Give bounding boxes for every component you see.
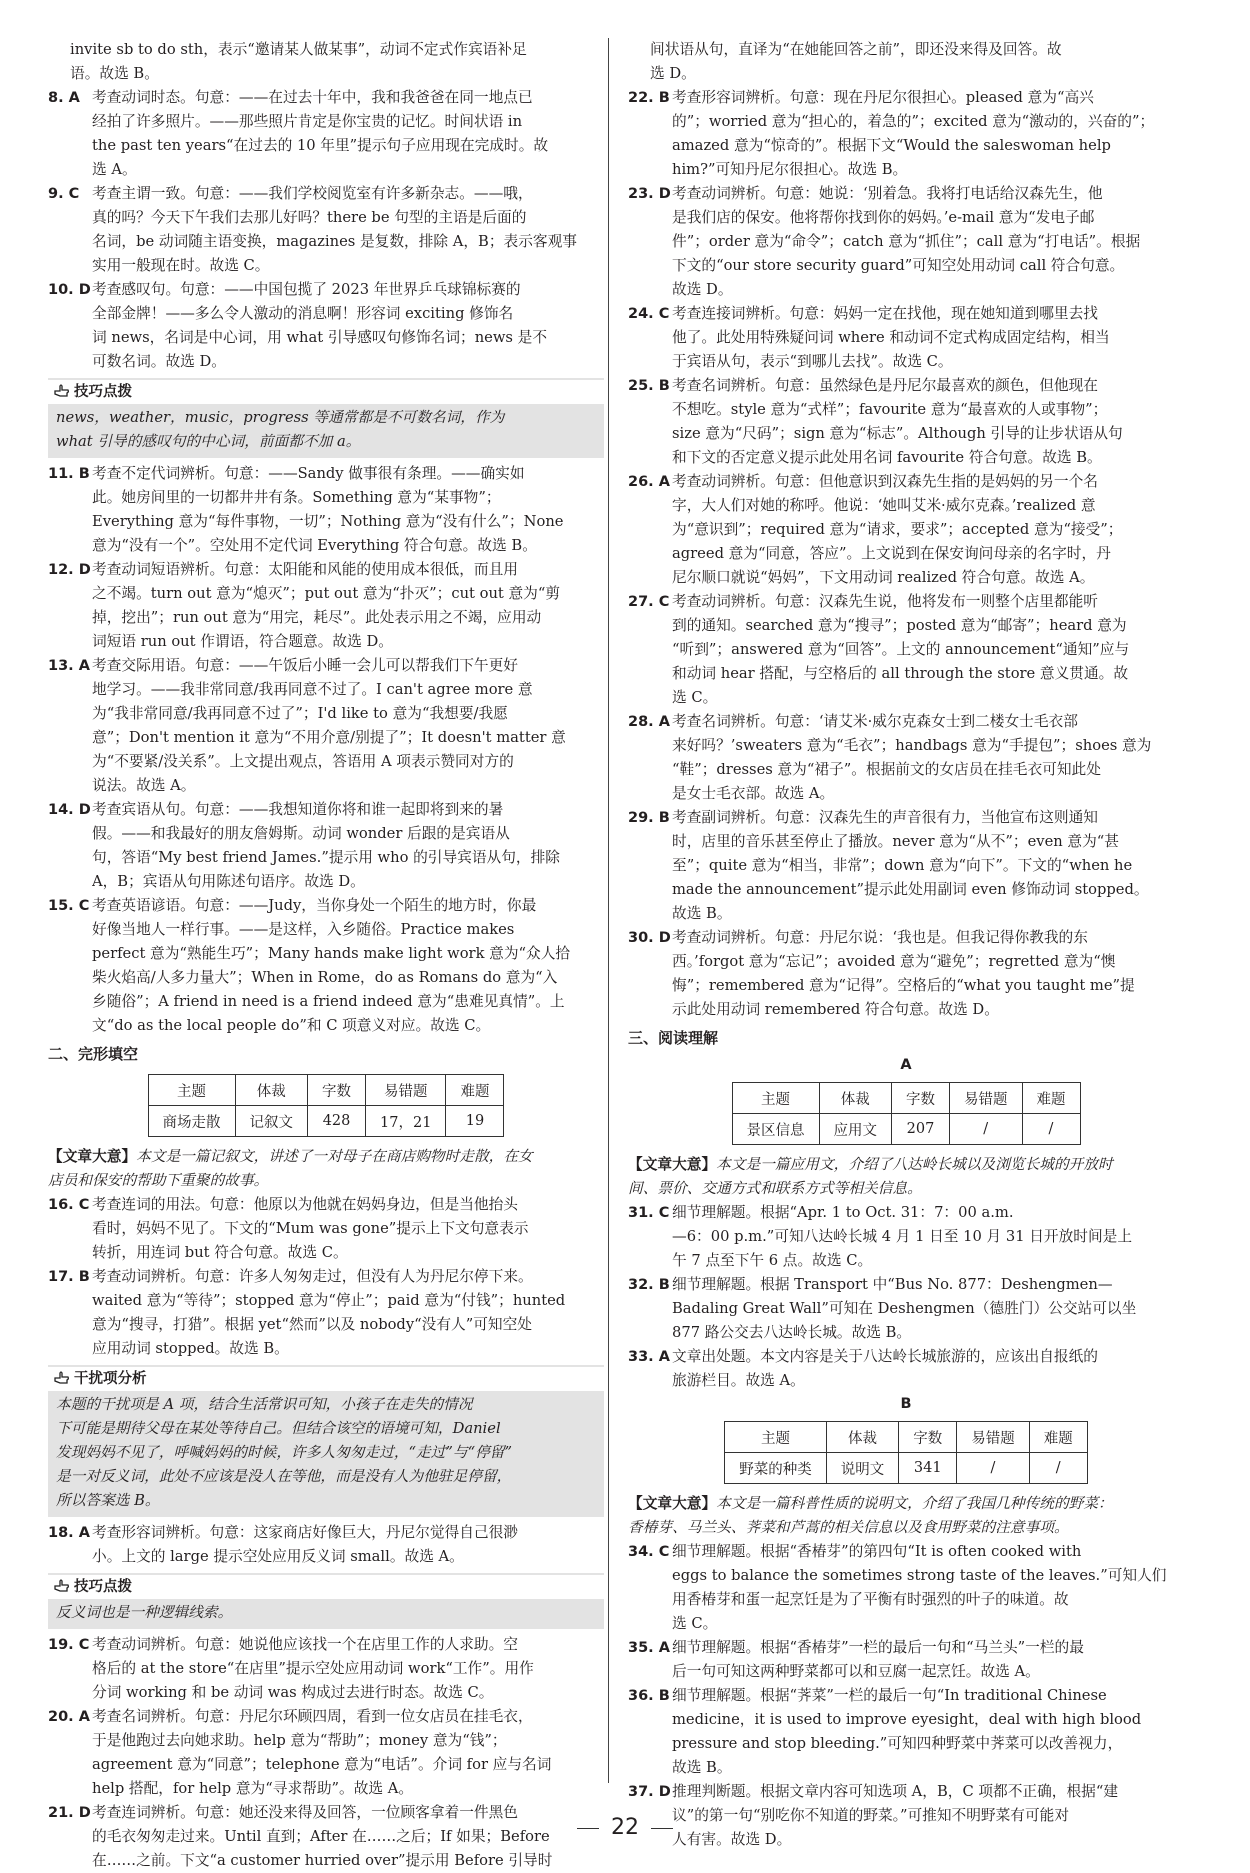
text-line: 考查动词辨析。句意：但他意识到汉森先生指的是妈妈的另一个名 [672,473,1098,490]
answer-item [48,38,604,86]
summary-text: 香椿芽、马兰头、荠菜和芦蒿的相关信息以及食用野菜的注意事项。 [628,1519,1069,1536]
tip-title: 技巧点拨 [74,384,132,400]
text-line: 选 C。 [672,1615,718,1632]
text-line: size 意为“尺码”；sign 意为“标志”。Although 引导的让步状语从句 [672,425,1123,442]
text-line: 考查动词辨析。句意：她说：‘别着急。我将打电话给汉森先生，他 [672,185,1103,202]
question-number: 21. D [48,1805,91,1821]
question-number: 30. D [628,930,671,946]
text-line: Everything 意为“每件事物，一切”；Nothing 意为“没有什么”；None [92,513,564,530]
text-line: 意为“搜寻，打猎”。根据 yet“然而”以及 nobody“没有人”可知空处 [92,1316,532,1333]
text-line: 用香椿芽和蛋一起烹饪是为了平衡有时强烈的叶子的味道。故 [672,1591,1069,1608]
text-line: 和动词 hear 搭配，与空格后的 all through the store 意义贯通。故 [672,665,1129,682]
passage-label: A [900,1057,912,1073]
answer-item [628,182,1184,302]
answer-item [48,1521,604,1569]
text-line: 词短语 run out 作谓语，符合题意。故选 D。 [92,633,393,650]
answer-item [628,590,1184,710]
text-line: 文“do as the local people do”和 C 项意义对应。故选 C。 [92,1017,491,1034]
text-line: waited 意为“等待”；stopped 意为“停止”；paid 意为“付钱”；hunted [92,1292,566,1309]
table-header-cell: 难题 [446,1075,504,1106]
text-line: 西。’forgot 意为“忘记”；avoided 意为“避免”；regretted 意为“懊 [672,953,1116,970]
text-line: 选 A。 [92,161,137,178]
question-number: 18. A [48,1525,90,1541]
text-line: 意”；Don't mention it 意为“不用介意/别提了”；It doesn't matter 意 [92,729,566,746]
pointing-hand-icon [54,1371,70,1385]
table-cell: 记叙文 [235,1106,308,1137]
text-line: 悔”；remembered 意为“记得”。空格后的“what you taught me”提 [672,977,1135,994]
question-number: 9. C [48,186,80,202]
pointing-hand-icon [54,1579,70,1593]
text-line: 细节理解题。根据“荠菜”一栏的最后一句“In traditional Chinese [672,1687,1107,1704]
question-number: 16. C [48,1197,90,1213]
summary-text: 本文是一篇应用文，介绍了八达岭长城以及浏览长城的开放时 [716,1156,1113,1173]
text-line: 午 7 点至下午 6 点。故选 C。 [672,1252,873,1269]
table-cell: 207 [892,1114,950,1145]
summary-line [628,1516,1184,1540]
text-line: 件”；order 意为“命令”；catch 意为“抓住”；call 意为“打电话”。根据 [672,233,1141,250]
text-line: 为“我非常同意/我再同意不过了”；I'd like to 意为“我想要/我愿 [92,705,508,722]
summary-label: 【文章大意】 [628,1495,717,1512]
text-line: 后一句可知这两种野菜都可以和豆腐一起烹饪。故选 A。 [672,1663,1040,1680]
text-line: 877 路公交去八达岭长城。故选 B。 [672,1324,912,1341]
text-line: 为“不要紧/没关系”。上文提出观点，答语用 A 项表示赞同对方的 [92,753,514,770]
table-header-cell: 易错题 [366,1075,446,1106]
question-number: 35. A [628,1640,670,1656]
table-header-cell: 体裁 [826,1422,899,1453]
question-number: 19. C [48,1637,90,1653]
text-line: 转折，用连词 but 符合句意。故选 C。 [92,1244,348,1261]
question-number: 10. D [48,282,91,298]
text-line: 名词，be 动词随主语变换，magazines 是复数，排除 A，B；表示客观事 [92,233,577,250]
answer-item [48,654,604,798]
tip-body [56,1393,596,1513]
summary-line [628,1492,1184,1516]
text-line: 格后的 at the store“在店里”提示空处应用动词 work“工作”。用作 [92,1660,534,1677]
tip-title: 干扰项分析 [74,1371,147,1387]
answer-item [628,926,1184,1022]
passage-info-table [724,1421,1088,1484]
question-number: 31. C [628,1205,670,1221]
question-number: 14. D [48,802,91,818]
question-number: 29. B [628,810,670,826]
text-line: 句，答语“My best friend James.”提示用 who 的引导宾语从句，排除 [92,849,560,866]
text-line: 考查英语谚语。句意：——Judy，当你身处一个陌生的地方时，你最 [92,897,537,914]
text-line: 意为“没有一个”。空处用不定代词 Everything 符合句意。故选 B。 [92,537,537,554]
table-header-cell: 字数 [308,1075,366,1106]
question-number: 24. C [628,306,670,322]
answer-item [628,1636,1184,1684]
table-cell: / [950,1114,1023,1145]
table-header-cell: 难题 [1029,1422,1087,1453]
table-header-cell: 体裁 [819,1083,892,1114]
table-header-cell: 易错题 [957,1422,1030,1453]
answer-item [628,1273,1184,1345]
answer-item [48,1705,604,1801]
text-line: “鞋”；dresses 意为“裙子”。根据前文的女店员在挂毛衣可知此处 [672,761,1101,778]
question-number: 32. B [628,1277,670,1293]
text-line: pressure and stop bleeding.”可知四种野菜中荠菜可以改善视力， [672,1735,1123,1752]
article-summary [628,1492,1184,1540]
answer-item [628,1684,1184,1780]
passage-info-table [148,1074,505,1137]
text-line: 分词 working 和 be 动词 was 构成过去进行时态。故选 C。 [92,1684,494,1701]
text-line: 考查连接词辨析。句意：妈妈一定在找他，现在她知道到哪里去找 [672,305,1098,322]
question-number: 22. B [628,90,670,106]
text-line: 地学习。——我非常同意/我再同意不过了。I can't agree more 意 [92,681,533,698]
passage-info-table [732,1082,1081,1145]
tip-body [56,406,596,454]
text-line: 考查连词辨析。句意：她还没来得及回答，一位顾客拿着一件黑色 [92,1804,518,1821]
question-number: 20. A [48,1709,90,1725]
summary-line [628,1177,1184,1201]
text-line: 的”；worried 意为“担心的，着急的”；excited 意为“激动的，兴奋的”； [672,113,1155,130]
tip-line: what 引导的感叹句的中心词，前面都不加 a。 [56,433,361,450]
text-line: 在……之前。下文“a customer hurried over”提示用 Before 引导时 [92,1852,553,1869]
text-line: A，B；宾语从句用陈述句语序。故选 D。 [92,873,365,890]
text-line: 的毛衣匆匆走过来。Until 直到；After 在……之后；If 如果；Before [92,1828,550,1845]
text-line: —6：00 p.m.”可知八达岭长城 4 月 1 日至 10 月 31 日开放时间是上 [672,1228,1133,1245]
table-header-cell: 主题 [148,1075,235,1106]
table-cell: 428 [308,1106,366,1137]
text-line: 他了。此处用特殊疑问词 where 和动词不定式构成固定结构，相当 [672,329,1110,346]
summary-text: 本文是一篇记叙文，讲述了一对母子在商店购物时走散，在女 [136,1148,533,1165]
question-number: 13. A [48,658,90,674]
text-line: 选 C。 [672,689,718,706]
text-line: 人有害。故选 D。 [672,1831,792,1848]
page-number-text: 22 [611,1815,639,1840]
text-line: 细节理解题。根据 Transport 中“Bus No. 877：Deshengmen— [672,1276,1113,1293]
text-line: 到的通知。searched 意为“搜寻”；posted 意为“邮寄”；heard 意为 [672,617,1127,634]
text-line: 间状语从句，直译为“在她能回答之前”，即还没来得及回答。故 [650,41,1062,58]
summary-text: 间、票价、交通方式和联系方式等相关信息。 [628,1180,922,1197]
question-number: 25. B [628,378,670,394]
text-line: 尼尔顺口就说“妈妈”，下文用动词 realized 符合句意。故选 A。 [672,569,1095,586]
text-line: 考查动词辨析。句意：许多人匆匆走过，但没有人为丹尼尔停下来。 [92,1268,533,1285]
tip-heading [48,380,604,404]
text-line: 小。上文的 large 提示空处应用反义词 small。故选 A。 [92,1548,464,1565]
question-number: 33. A [628,1349,670,1365]
text-line: 考查不定代词辨析。句意：——Sandy 做事很有条理。——确实如 [92,465,525,482]
text-line: 选 D。 [650,65,696,82]
question-number: 26. A [628,474,670,490]
summary-text: 本文是一篇科普性质的说明文，介绍了我国几种传统的野菜： [716,1495,1113,1512]
text-line: 故选 B。 [672,905,732,922]
question-number: 23. D [628,186,671,202]
text-line: 真的吗？今天下午我们去那儿好吗？there be 句型的主语是后面的 [92,209,527,226]
text-line: 考查形容词辨析。句意：现在丹尼尔很担心。pleased 意为“高兴 [672,89,1094,106]
answer-item [628,38,1184,86]
answer-item [48,558,604,654]
text-line: 考查动词短语辨析。句意：太阳能和风能的使用成本很低，而且用 [92,561,518,578]
tip-line: 发现妈妈不见了，呼喊妈妈的时候，许多人匆匆走过，“走过”与“停留” [56,1444,512,1461]
section-heading: 三、阅读理解 [628,1029,719,1047]
text-line: the past ten years“在过去的 10 年里”提示句子应用现在完成时。故 [92,137,549,154]
text-line: perfect 意为“熟能生巧”；Many hands make light work 意为“众人拾 [92,945,571,962]
tip-line: 下可能是期待父母在某处等待自己。但结合该空的语境可知，Daniel [56,1420,501,1437]
question-number: 27. C [628,594,670,610]
question-number: 11. B [48,466,90,482]
tip-title: 技巧点拨 [74,1579,132,1595]
tip-line: 本题的干扰项是 A 项，结合生活常识可知，小孩子在走失的情况 [56,1396,473,1413]
summary-line [48,1169,604,1193]
text-line: 考查名词辨析。句意：虽然绿色是丹尼尔最喜欢的颜色，但他现在 [672,377,1098,394]
tip-box [48,378,604,458]
text-line: 可数名词。故选 D。 [92,353,226,370]
summary-line [628,1153,1184,1177]
summary-label: 【文章大意】 [48,1148,137,1165]
answer-item [48,182,604,278]
table-header-cell: 难题 [1022,1083,1080,1114]
tip-box [48,1365,604,1517]
tip-body [56,1601,596,1625]
table-cell: 说明文 [826,1453,899,1484]
table-header-cell: 字数 [899,1422,957,1453]
text-line: help 搭配，for help 意为“寻求帮助”。故选 A。 [92,1780,414,1797]
page-number [0,1815,1250,1840]
section-heading: 二、完形填空 [48,1045,139,1063]
question-number: 8. A [48,90,80,106]
text-line: 推理判断题。根据文章内容可知选项 A，B，C 项都不正确，根据“建 [672,1783,1119,1800]
text-line: 于是他跑过去向她求助。help 意为“帮助”；money 意为“钱”； [92,1732,507,1749]
text-line: 考查名词辨析。句意：‘请艾米·威尔克森女士到二楼女士毛衣部 [672,713,1078,730]
text-line: 考查名词辨析。句意：丹尼尔环顾四周，看到一位女店员在挂毛衣， [92,1708,533,1725]
text-line: 是我们店的保安。他将帮你找到你的妈妈。’e-mail 意为“发电子邮 [672,209,1095,226]
text-line: 旅游栏目。故选 A。 [672,1372,805,1389]
pointing-hand-icon [54,384,70,398]
text-line: 考查动词时态。句意：——在过去十年中，我和我爸爸在同一地点已 [92,89,533,106]
text-line: 细节理解题。根据“香椿芽”的第四句“It is often cooked with [672,1543,1082,1560]
text-line: 说法。故选 A。 [92,777,196,794]
text-line: amazed 意为“惊奇的”。根据下文“Would the saleswoman help [672,137,1111,154]
tip-heading [48,1367,604,1391]
question-number: 12. D [48,562,91,578]
tip-line: 反义词也是一种逻辑线索。 [56,1604,233,1621]
question-number: 37. D [628,1784,671,1800]
text-line: 字，大人们对她的称呼。他说：‘她叫艾米·威尔克森。’realized 意 [672,497,1096,514]
text-line: made the announcement”提示此处用副词 even 修饰动词 stopped。 [672,881,1149,898]
table-header-cell: 主题 [725,1422,827,1453]
text-line: 全部金牌！——多么令人激动的消息啊！形容词 exciting 修饰名 [92,305,514,322]
question-number: 15. C [48,898,90,914]
table-cell: / [957,1453,1030,1484]
text-line: 示此处用动词 remembered 符合句意。故选 D。 [672,1001,999,1018]
text-line: eggs to balance the sometimes strong taste of the leaves.”可知人们 [672,1567,1167,1584]
answer-item [628,374,1184,470]
answer-item [48,462,604,558]
text-line: invite sb to do sth，表示“邀请某人做某事”，动词不定式作宾语补足 [70,41,527,58]
answer-item [628,470,1184,590]
answer-item [628,710,1184,806]
text-line: 考查连词的用法。句意：他原以为他就在妈妈身边，但是当他抬头 [92,1196,518,1213]
question-number: 36. B [628,1688,670,1704]
table-cell: 17，21 [366,1106,446,1137]
table-cell: 野菜的种类 [725,1453,827,1484]
tip-heading [48,1575,604,1599]
table-cell: 19 [446,1106,504,1137]
text-line: 应用动词 stopped。故选 B。 [92,1340,289,1357]
text-line: 是女士毛衣部。故选 A。 [672,785,835,802]
text-line: 考查主谓一致。句意：——我们学校阅览室有许多新杂志。——哦， [92,185,533,202]
table-cell: 341 [899,1453,957,1484]
text-line: 实用一般现在时。故选 C。 [92,257,270,274]
table-cell: / [1029,1453,1087,1484]
article-summary [628,1153,1184,1201]
text-line: 于宾语从句，表示“到哪儿去找”。故选 C。 [672,353,953,370]
text-line: 掉，挖出”；run out 意为“用完，耗尽”。此处表示用之不竭，应用动 [92,609,542,626]
text-line: 下文的“our store security guard”可知空处用动词 call 符合句意。 [672,257,1125,274]
text-line: 考查动词辨析。句意：丹尼尔说：‘我也是。但我记得你教我的东 [672,929,1088,946]
tip-box [48,1573,604,1629]
text-line: 柴火焰高/人多力量大”；When in Rome，do as Romans do 意为“入 [92,969,558,986]
table-cell: 应用文 [819,1114,892,1145]
text-line: 之不竭。turn out 意为“熄灭”；put out 意为“扑灭”；cut out 意为“剪 [92,585,561,602]
answer-item [628,302,1184,374]
text-line: 故选 B。 [672,1759,732,1776]
summary-line [48,1145,604,1169]
text-line: 文章出处题。本文内容是关于八达岭长城旅游的，应该出自报纸的 [672,1348,1098,1365]
question-number: 34. C [628,1544,670,1560]
answer-item [628,1540,1184,1636]
text-line: 假。——和我最好的朋友詹姆斯。动词 wonder 后跟的是宾语从 [92,825,510,842]
answer-item [628,806,1184,926]
left-column [48,38,604,1873]
answer-item [48,86,604,182]
text-line: 考查宾语从句。句意：——我想知道你将和谁一起即将到来的暑 [92,801,504,818]
answer-item [628,1345,1184,1393]
text-line: 为“意识到”；required 意为“请求，要求”；accepted 意为“接受”； [672,521,1123,538]
text-line: 看时，妈妈不见了。下文的“Mum was gone”提示上下文句意表示 [92,1220,529,1237]
column-divider [608,38,609,1783]
table-cell: 商场走散 [148,1106,235,1137]
text-line: agreement 意为“同意”；telephone 意为“电话”。介词 for 应与名词 [92,1756,552,1773]
text-line: 此。她房间里的一切都井井有条。Something 意为“某事物”； [92,489,501,506]
question-number: 17. B [48,1269,90,1285]
answer-item [48,278,604,374]
table-header-cell: 体裁 [235,1075,308,1106]
text-line: him?”可知丹尼尔很担心。故选 B。 [672,161,908,178]
text-line: 细节理解题。根据“Apr. 1 to Oct. 31：7：00 a.m. [672,1204,1014,1221]
answer-item [628,1201,1184,1273]
text-line: 时，店里的音乐甚至停止了播放。never 意为“从不”；even 意为“甚 [672,833,1119,850]
text-line: 经拍了许多照片。——那些照片肯定是你宝贵的记忆。时间状语 in [92,113,523,130]
tip-line: 是一对反义词，此处不应该是没人在等他，而是没有人为他驻足停留， [56,1468,512,1485]
text-line: 考查感叹句。句意：——中国包揽了 2023 年世界乒乓球锦标赛的 [92,281,521,298]
answer-item [628,86,1184,182]
answer-item [48,894,604,1038]
text-line: 故选 D。 [672,281,733,298]
table-header-cell: 主题 [732,1083,819,1114]
text-line: 考查副词辨析。句意：汉森先生的声音很有力，当他宣布这则通知 [672,809,1098,826]
answer-item [48,1633,604,1705]
text-line: 考查交际用语。句意：——午饭后小睡一会儿可以帮我们下午更好 [92,657,518,674]
text-line: Badaling Great Wall”可知在 Deshengmen（德胜门）公交站可以坐 [672,1300,1137,1317]
text-line: 考查动词辨析。句意：她说他应该找一个在店里工作的人求助。空 [92,1636,518,1653]
summary-label: 【文章大意】 [628,1156,717,1173]
answer-item [48,798,604,894]
summary-text: 店员和保安的帮助下重聚的故事。 [48,1172,269,1189]
text-line: 来好吗？’sweaters 意为“毛衣”；handbags 意为“手提包”；shoes 意为 [672,737,1152,754]
text-line: 考查形容词辨析。句意：这家商店好像巨大，丹尼尔觉得自己很渺 [92,1524,518,1541]
text-line: 细节理解题。根据“香椿芽”一栏的最后一句和“马兰头”一栏的最 [672,1639,1084,1656]
text-line: 词 news，名词是中心词，用 what 引导感叹句修饰名词；news 是不 [92,329,548,346]
answer-item [48,1265,604,1361]
tip-line: news，weather，music，progress 等通常都是不可数名词，作为 [56,409,505,426]
table-header-cell: 字数 [892,1083,950,1114]
text-line: agreed 意为“同意，答应”。上文说到在保安询问母亲的名字时，丹 [672,545,1111,562]
answer-item [48,1193,604,1265]
passage-label: B [900,1396,912,1412]
table-cell: 景区信息 [732,1114,819,1145]
article-summary [48,1145,604,1193]
question-number: 28. A [628,714,670,730]
text-line: 至”；quite 意为“相当，非常”；down 意为“向下”。下文的“when he [672,857,1133,874]
tip-line: 所以答案选 B。 [56,1492,160,1509]
table-header-cell: 易错题 [950,1083,1023,1114]
text-line: “听到”；answered 意为“回答”。上文的 announcement“通知”应与 [672,641,1130,658]
text-line: 语。故选 B。 [70,65,159,82]
table-cell: / [1022,1114,1080,1145]
text-line: 好像当地人一样行事。——是这样，入乡随俗。Practice makes [92,921,515,938]
right-column [628,38,1184,1852]
text-line: 乡随俗”；A friend in need is a friend indeed 意为“患难见真情”。上 [92,993,565,1010]
text-line: medicine，it is used to improve eyesight，deal with high blood [672,1711,1142,1728]
text-line: 考查动词辨析。句意：汉森先生说，他将发布一则整个店里都能听 [672,593,1098,610]
text-line: 和下文的否定意义提示此处用名词 favourite 符合句意。故选 B。 [672,449,1102,466]
text-line: 不想吃。style 意为“式样”；favourite 意为“最喜欢的人或事物”； [672,401,1108,418]
text-line: 议”的第一句“别吃你不知道的野菜。”可推知不明野菜有可能对 [672,1807,1070,1824]
